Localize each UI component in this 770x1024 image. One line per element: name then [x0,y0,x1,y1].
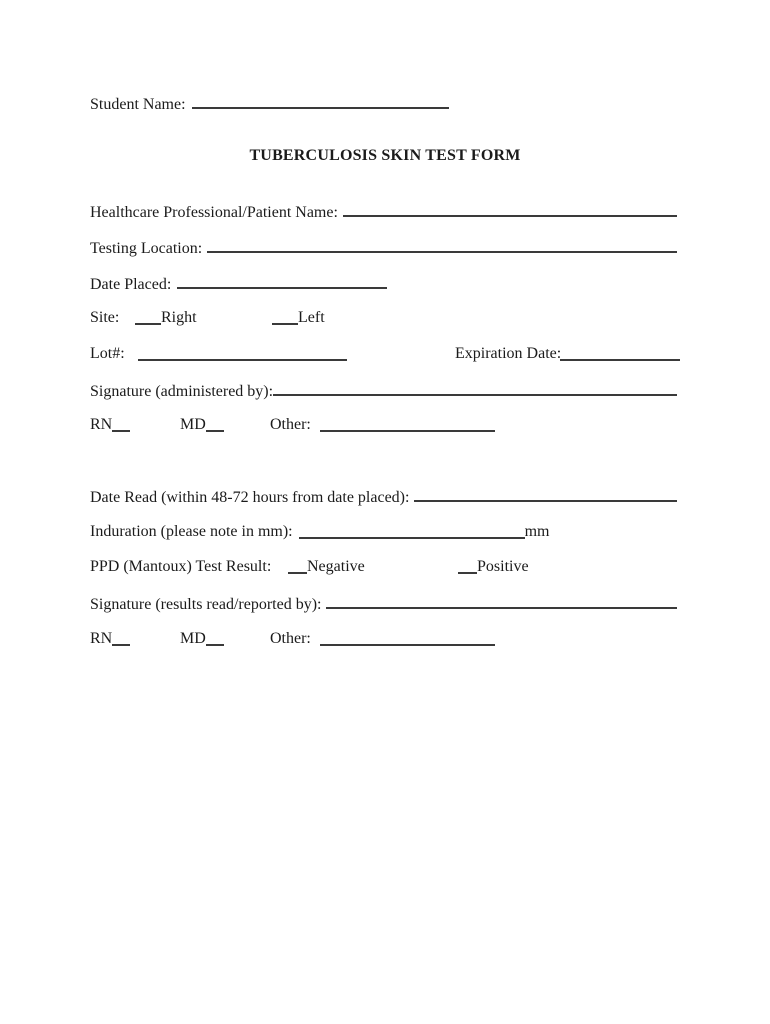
md-label: MD [180,416,206,433]
ppd-negative-label: Negative [307,558,365,575]
date-placed-row [90,273,677,295]
ppd-positive-checkline[interactable] [458,558,477,574]
site-right-label: Right [161,309,197,326]
rn-checkline[interactable] [112,416,130,432]
date-read-label: Date Read (within 48-72 hours from date placed): [90,489,410,506]
site-label: Site: [90,309,120,326]
md-checkline[interactable] [206,416,224,432]
date-read-line[interactable] [414,486,677,502]
ppd-positive-option [458,557,529,577]
site-left-checkline[interactable] [272,309,298,325]
other-label: Other: [270,630,311,647]
signature-results-label: Signature (results read/reported by): [90,596,322,613]
site-left-option [272,308,325,328]
healthcare-patient-name-row [90,201,677,223]
signature-administered-row [90,380,677,402]
date-read-row [90,486,677,508]
site-right-checkline[interactable] [135,309,161,325]
md-label: MD [180,630,206,647]
testing-location-row [90,237,677,259]
credentials-row-administered [0,415,770,437]
induration-row [90,522,677,544]
md-checkline[interactable] [206,630,224,646]
signature-results-line[interactable] [326,593,677,609]
rn-option [90,415,130,435]
other-label: Other: [270,416,311,433]
student-name-line[interactable] [192,93,449,109]
healthcare-patient-name-label: Healthcare Professional/Patient Name: [90,204,338,221]
site-row [0,308,770,330]
ppd-positive-label: Positive [477,558,529,575]
rn-label: RN [90,416,113,433]
lot-expiration-row [0,344,770,366]
date-placed-line[interactable] [177,273,387,289]
lot-line[interactable] [138,345,347,361]
md-option [180,415,224,435]
signature-administered-label: Signature (administered by): [90,383,274,400]
form-title: TUBERCULOSIS SKIN TEST FORM [249,147,521,164]
expiration-date-line[interactable] [560,345,680,361]
ppd-negative-checkline[interactable] [288,558,307,574]
lot-label: Lot#: [90,345,125,362]
ppd-negative-option [288,557,365,577]
expiration-date-label: Expiration Date: [455,345,562,362]
induration-line[interactable] [299,523,525,539]
site-left-label: Left [298,309,325,326]
signature-administered-line[interactable] [273,380,677,396]
date-placed-label: Date Placed: [90,276,172,293]
induration-label: Induration (please note in mm): [90,523,293,540]
md-option [180,629,224,649]
testing-location-line[interactable] [207,237,677,253]
other-line[interactable] [320,630,495,646]
induration-unit-label: mm [524,523,550,540]
student-name-row [90,93,677,115]
ppd-result-label: PPD (Mantoux) Test Result: [90,558,272,575]
credentials-row-results [0,629,770,651]
student-name-label: Student Name: [90,96,186,113]
rn-option [90,629,130,649]
testing-location-label: Testing Location: [90,240,203,257]
ppd-result-row [0,557,770,579]
rn-checkline[interactable] [112,630,130,646]
signature-results-row [90,593,677,615]
rn-label: RN [90,630,113,647]
other-line[interactable] [320,416,495,432]
healthcare-patient-name-line[interactable] [343,201,677,217]
site-right-option [135,308,197,328]
